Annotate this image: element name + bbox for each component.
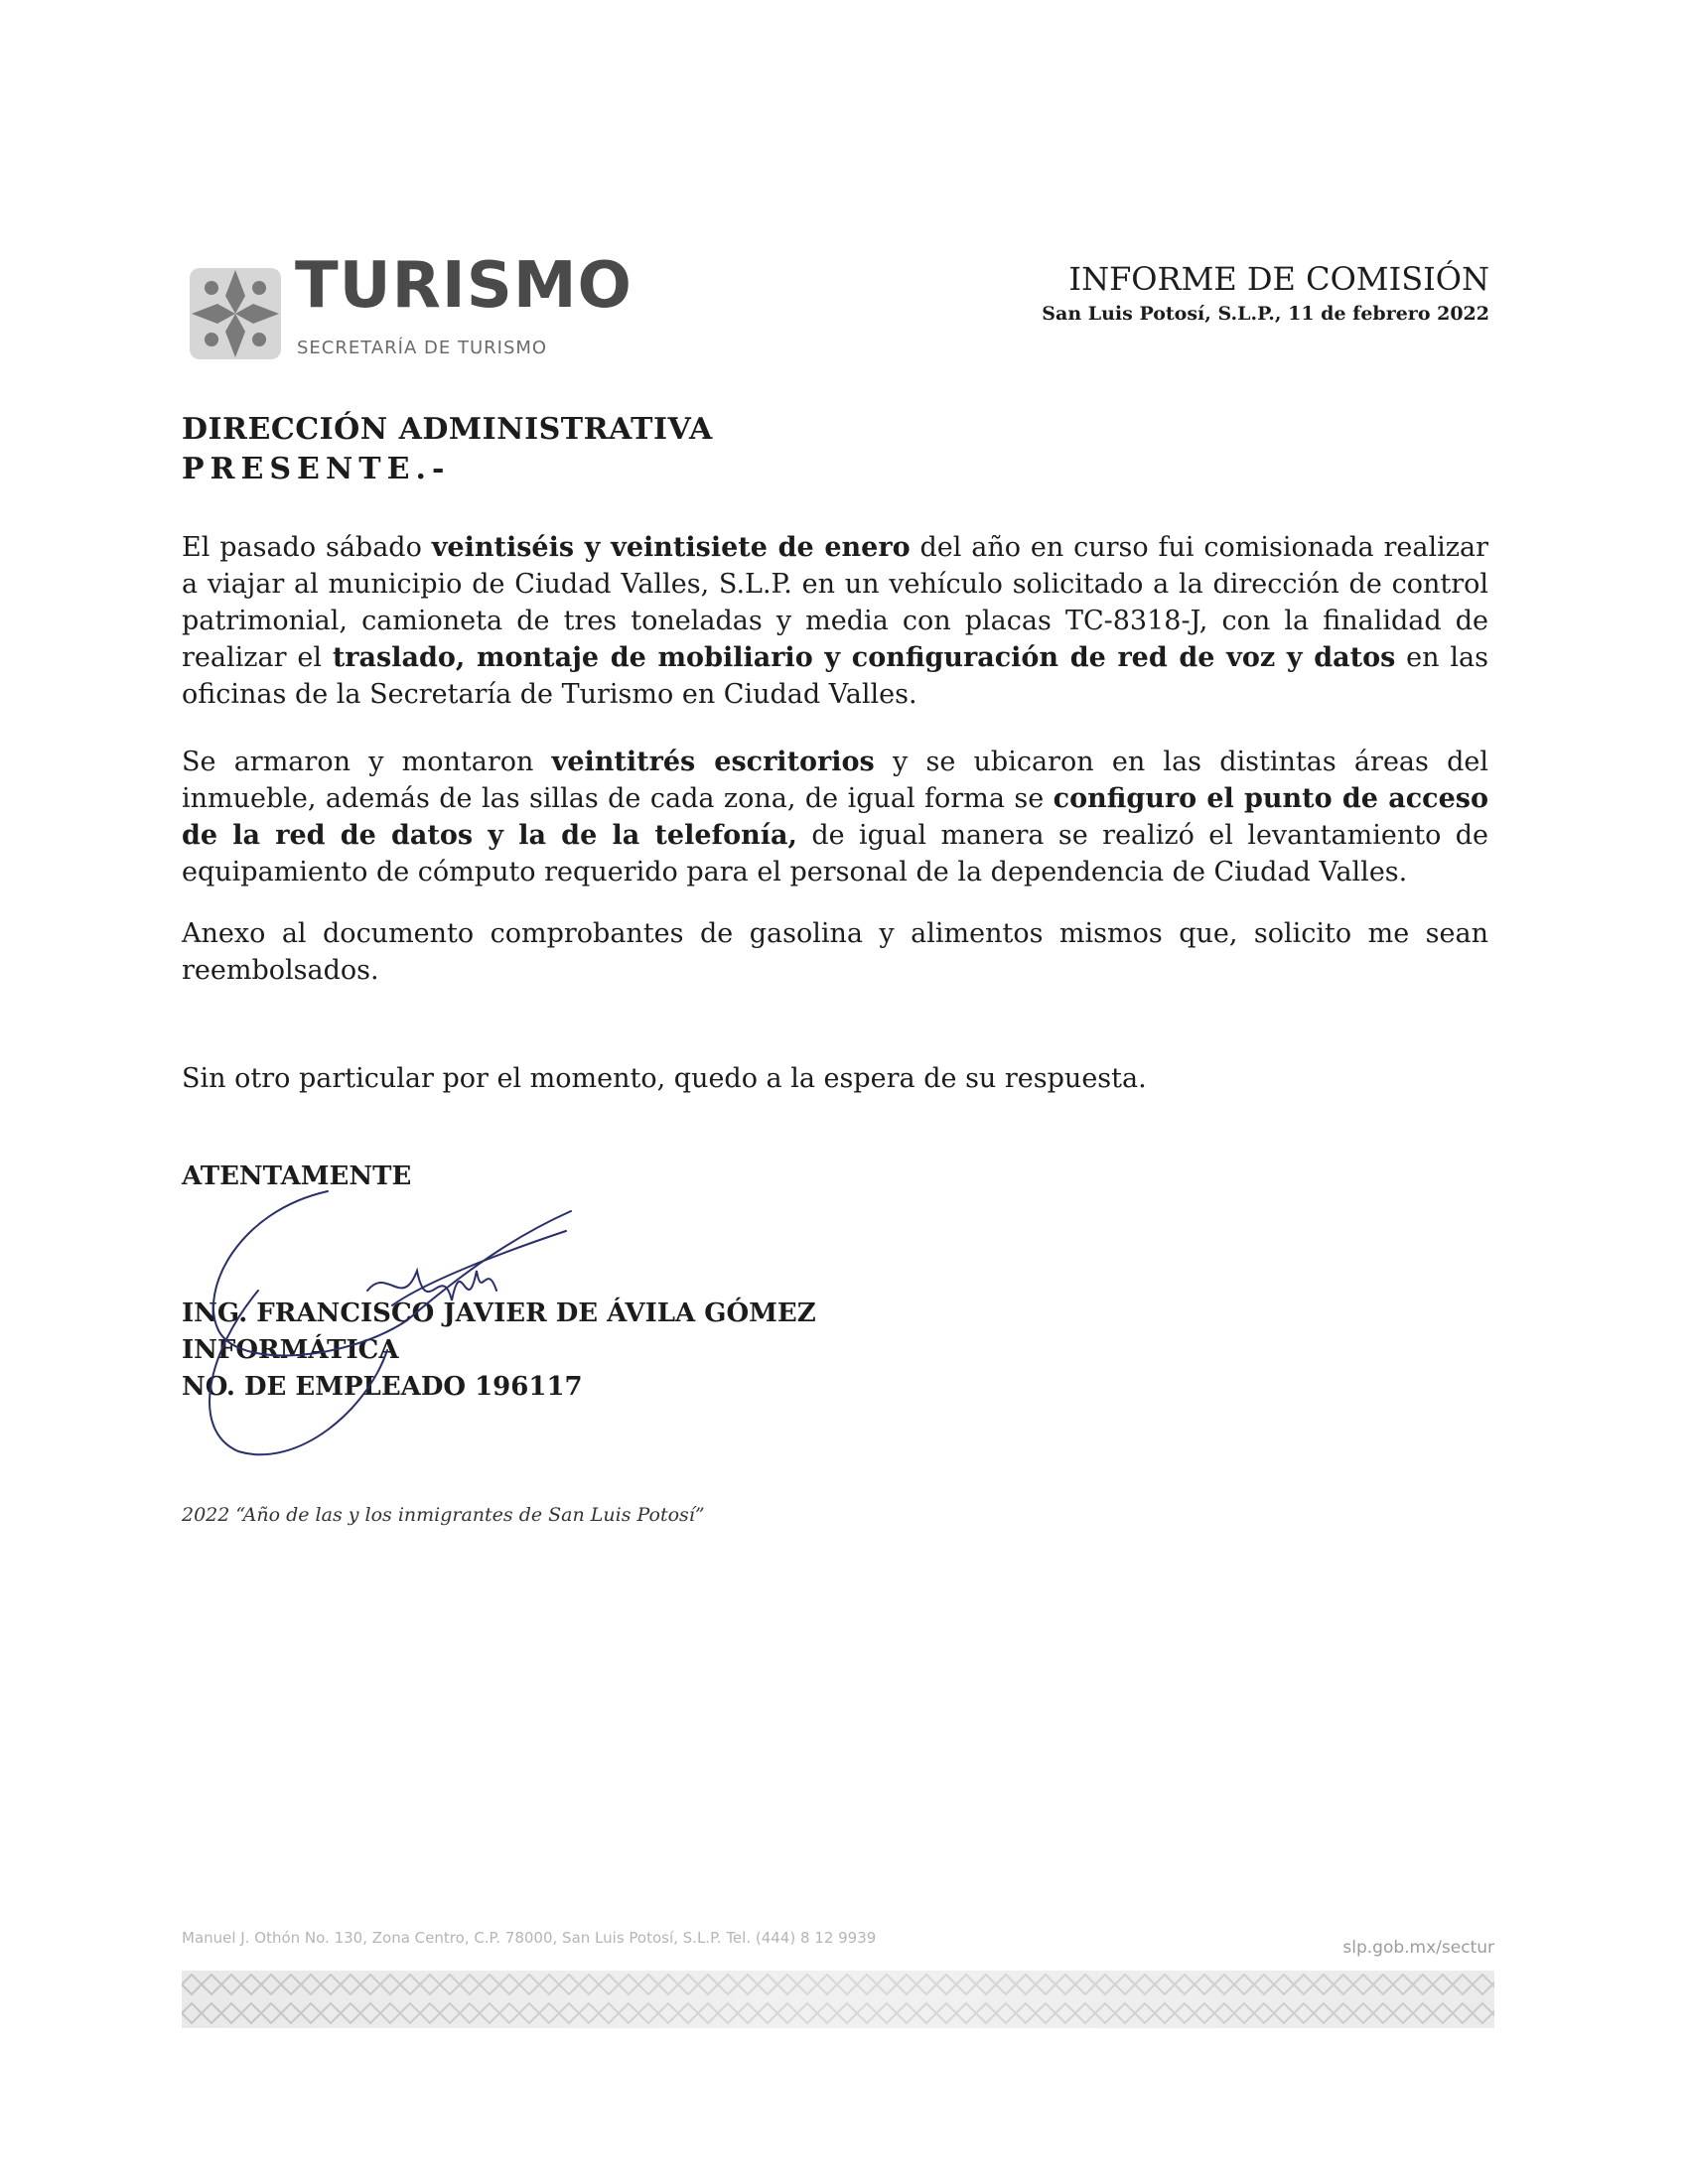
body-paragraph-4: Sin otro particular por el momento, quedo a la espera de su respuesta. <box>182 1063 1147 1094</box>
footer-url: slp.gob.mx/sectur <box>1342 1938 1494 1958</box>
recipient-line: DIRECCIÓN ADMINISTRATIVA <box>182 412 713 447</box>
body-paragraph-3: Anexo al documento comprobantes de gasolina y alimentos mismos que, solicito me sean reembolsados. <box>182 918 1488 986</box>
signer-name: ING. FRANCISCO JAVIER DE ÁVILA GÓMEZ <box>182 1298 816 1328</box>
decorative-pattern-band <box>182 1971 1494 2028</box>
text-run: El pasado sábado <box>182 532 432 563</box>
body-paragraph-1 <box>182 529 1488 713</box>
bold-run: traslado, montaje de mobiliario y configuración de red de voz y datos <box>332 642 1396 673</box>
document-date: San Luis Potosí, S.L.P., 11 de febrero 2022 <box>1042 303 1489 325</box>
logo-wordmark: TURISMO <box>295 249 633 323</box>
closing-salutation: ATENTAMENTE <box>182 1161 412 1191</box>
body-paragraph-2 <box>182 744 1488 890</box>
signer-department: INFORMÁTICA <box>182 1335 399 1365</box>
bold-run: veintitrés escritorios <box>551 747 875 777</box>
footer-address: Manuel J. Othón No. 130, Zona Centro, C.P. 78000, San Luis Potosí, S.L.P. Tel. (444) 8 12 9939 <box>182 1929 877 1947</box>
document-title: INFORME DE COMISIÓN <box>1068 260 1489 298</box>
bold-run: configuro el punto de acceso de la red de datos y la de la telefonía, <box>182 783 1488 851</box>
text-run: y se ubicaron en las distintas áreas del inmueble, además de las sillas de cada zona, de igual forma se <box>182 747 1489 814</box>
handwritten-signature <box>179 1171 596 1459</box>
text-run: Se armaron y montaron <box>182 747 552 777</box>
footer-motto: 2022 “Año de las y los inmigrantes de San Luis Potosí” <box>182 1504 705 1526</box>
text-run: en las oficinas de la Secretaría de Turismo en Ciudad Valles. <box>182 642 1489 710</box>
text-run: del año en curso fui comisionada realizar a viajar al municipio de Ciudad Valles, S.L.P. en un vehículo solicitado a la dirección de control patrimonial, camioneta de tres toneladas y media con placas TC-8318-J, con la finalidad de realizar el <box>182 532 1488 673</box>
logo-subtitle: SECRETARÍA DE TURISMO <box>297 338 548 358</box>
bold-run: veintiséis y veintisiete de enero <box>431 532 911 563</box>
text-run: de igual manera se realizó el levantamiento de equipamiento de cómputo requerido para el personal de la dependencia de Ciudad Valles. <box>182 820 1488 887</box>
signer-employee-number: NO. DE EMPLEADO 196117 <box>182 1372 583 1402</box>
presente-line: PRESENTE.- <box>182 452 451 486</box>
recipient-block <box>182 410 713 489</box>
